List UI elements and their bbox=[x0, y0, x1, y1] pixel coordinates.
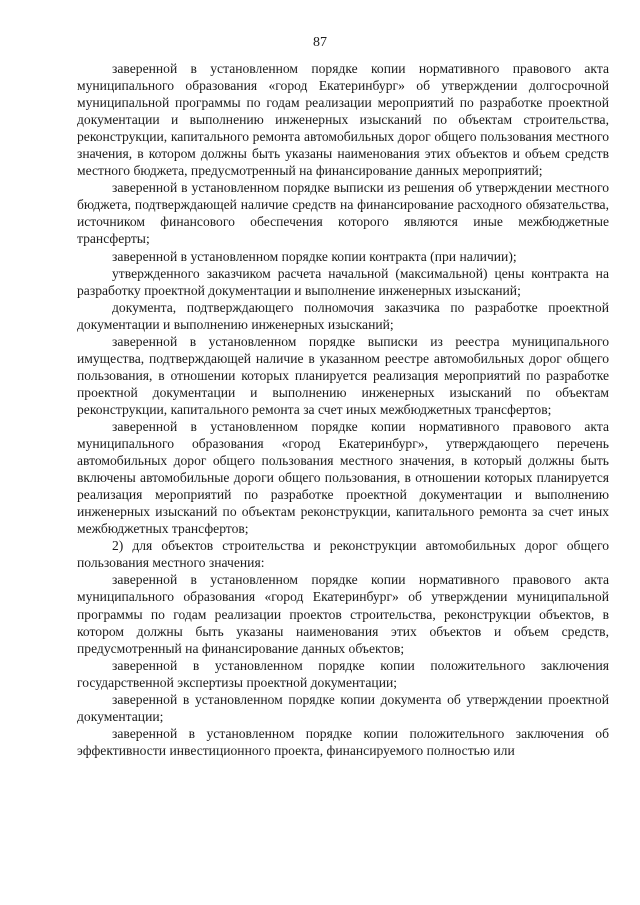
page-number: 87 bbox=[313, 35, 327, 50]
paragraph-8: 2) для объектов строительства и реконструкции автомобильных дорог общего пользования местного значения: bbox=[77, 538, 609, 571]
document-body bbox=[77, 60, 609, 759]
paragraph-7: заверенной в установленном порядке копии нормативного правового акта муниципального образования «город Екатеринбург», утверждающего перечень автомобильных дорог общего пользования местного значения, в который должны быть включены автомобильные дороги общего пользования, в отношении которых планируется реализация мероприятий по разработке проектной документации и выполнению инженерных изысканий по объектам реконструкции, капитального ремонта за счет иных межбюджетных трансфертов; bbox=[77, 418, 609, 537]
paragraph-4: утвержденного заказчиком расчета начальной (максимальной) цены контракта на разработку проектной документации и выполнение инженерных изысканий; bbox=[77, 265, 609, 298]
paragraph-5: документа, подтверждающего полномочия заказчика по разработке проектной документации и выполнению инженерных изысканий; bbox=[77, 299, 609, 332]
paragraph-6: заверенной в установленном порядке выписки из реестра муниципального имущества, подтверждающей наличие в указанном реестре автомобильных дорог общего пользования, в отношении которых планируется реализация мероприятий по разработке проектной документации и выполнению инженерных изысканий по объектам реконструкции, капитального ремонта за счет иных межбюджетных трансфертов; bbox=[77, 333, 609, 417]
paragraph-2: заверенной в установленном порядке выписки из решения об утверждении местного бюджета, подтверждающей наличие средств на финансирование расходного обязательства, источником финансового обеспечения которого являются иные межбюджетные трансферты; bbox=[77, 180, 609, 247]
paragraph-11: заверенной в установленном порядке копии документа об утверждении проектной документации; bbox=[77, 691, 609, 724]
paragraph-1: заверенной в установленном порядке копии нормативного правового акта муниципального образования «город Екатеринбург» об утверждении долгосрочной муниципальной программы по годам реализации мероприятий по разработке проектной документации и выполнению инженерных изысканий по объектам строительства, реконструкции, капитального ремонта автомобильных дорог общего пользования местного значения, в котором должны быть указаны наименования этих объектов и объем средств местного бюджета, предусмотренный на финансирование данных мероприятий; bbox=[77, 61, 609, 179]
paragraph-12: заверенной в установленном порядке копии положительного заключения об эффективности инвестиционного проекта, финансируемого полностью или bbox=[77, 725, 609, 758]
paragraph-10: заверенной в установленном порядке копии положительного заключения государственной экспертизы проектной документации; bbox=[77, 657, 609, 690]
paragraph-9: заверенной в установленном порядке копии нормативного правового акта муниципального образования «город Екатеринбург» об утверждении муниципальной программы по годам реализации проектов строительства, реконструкции объектов, в котором должны быть указаны наименования этих объектов и объем средств, предусмотренный на финансирование данных объектов; bbox=[77, 572, 609, 656]
paragraph-3: заверенной в установленном порядке копии контракта (при наличии); bbox=[112, 248, 517, 264]
